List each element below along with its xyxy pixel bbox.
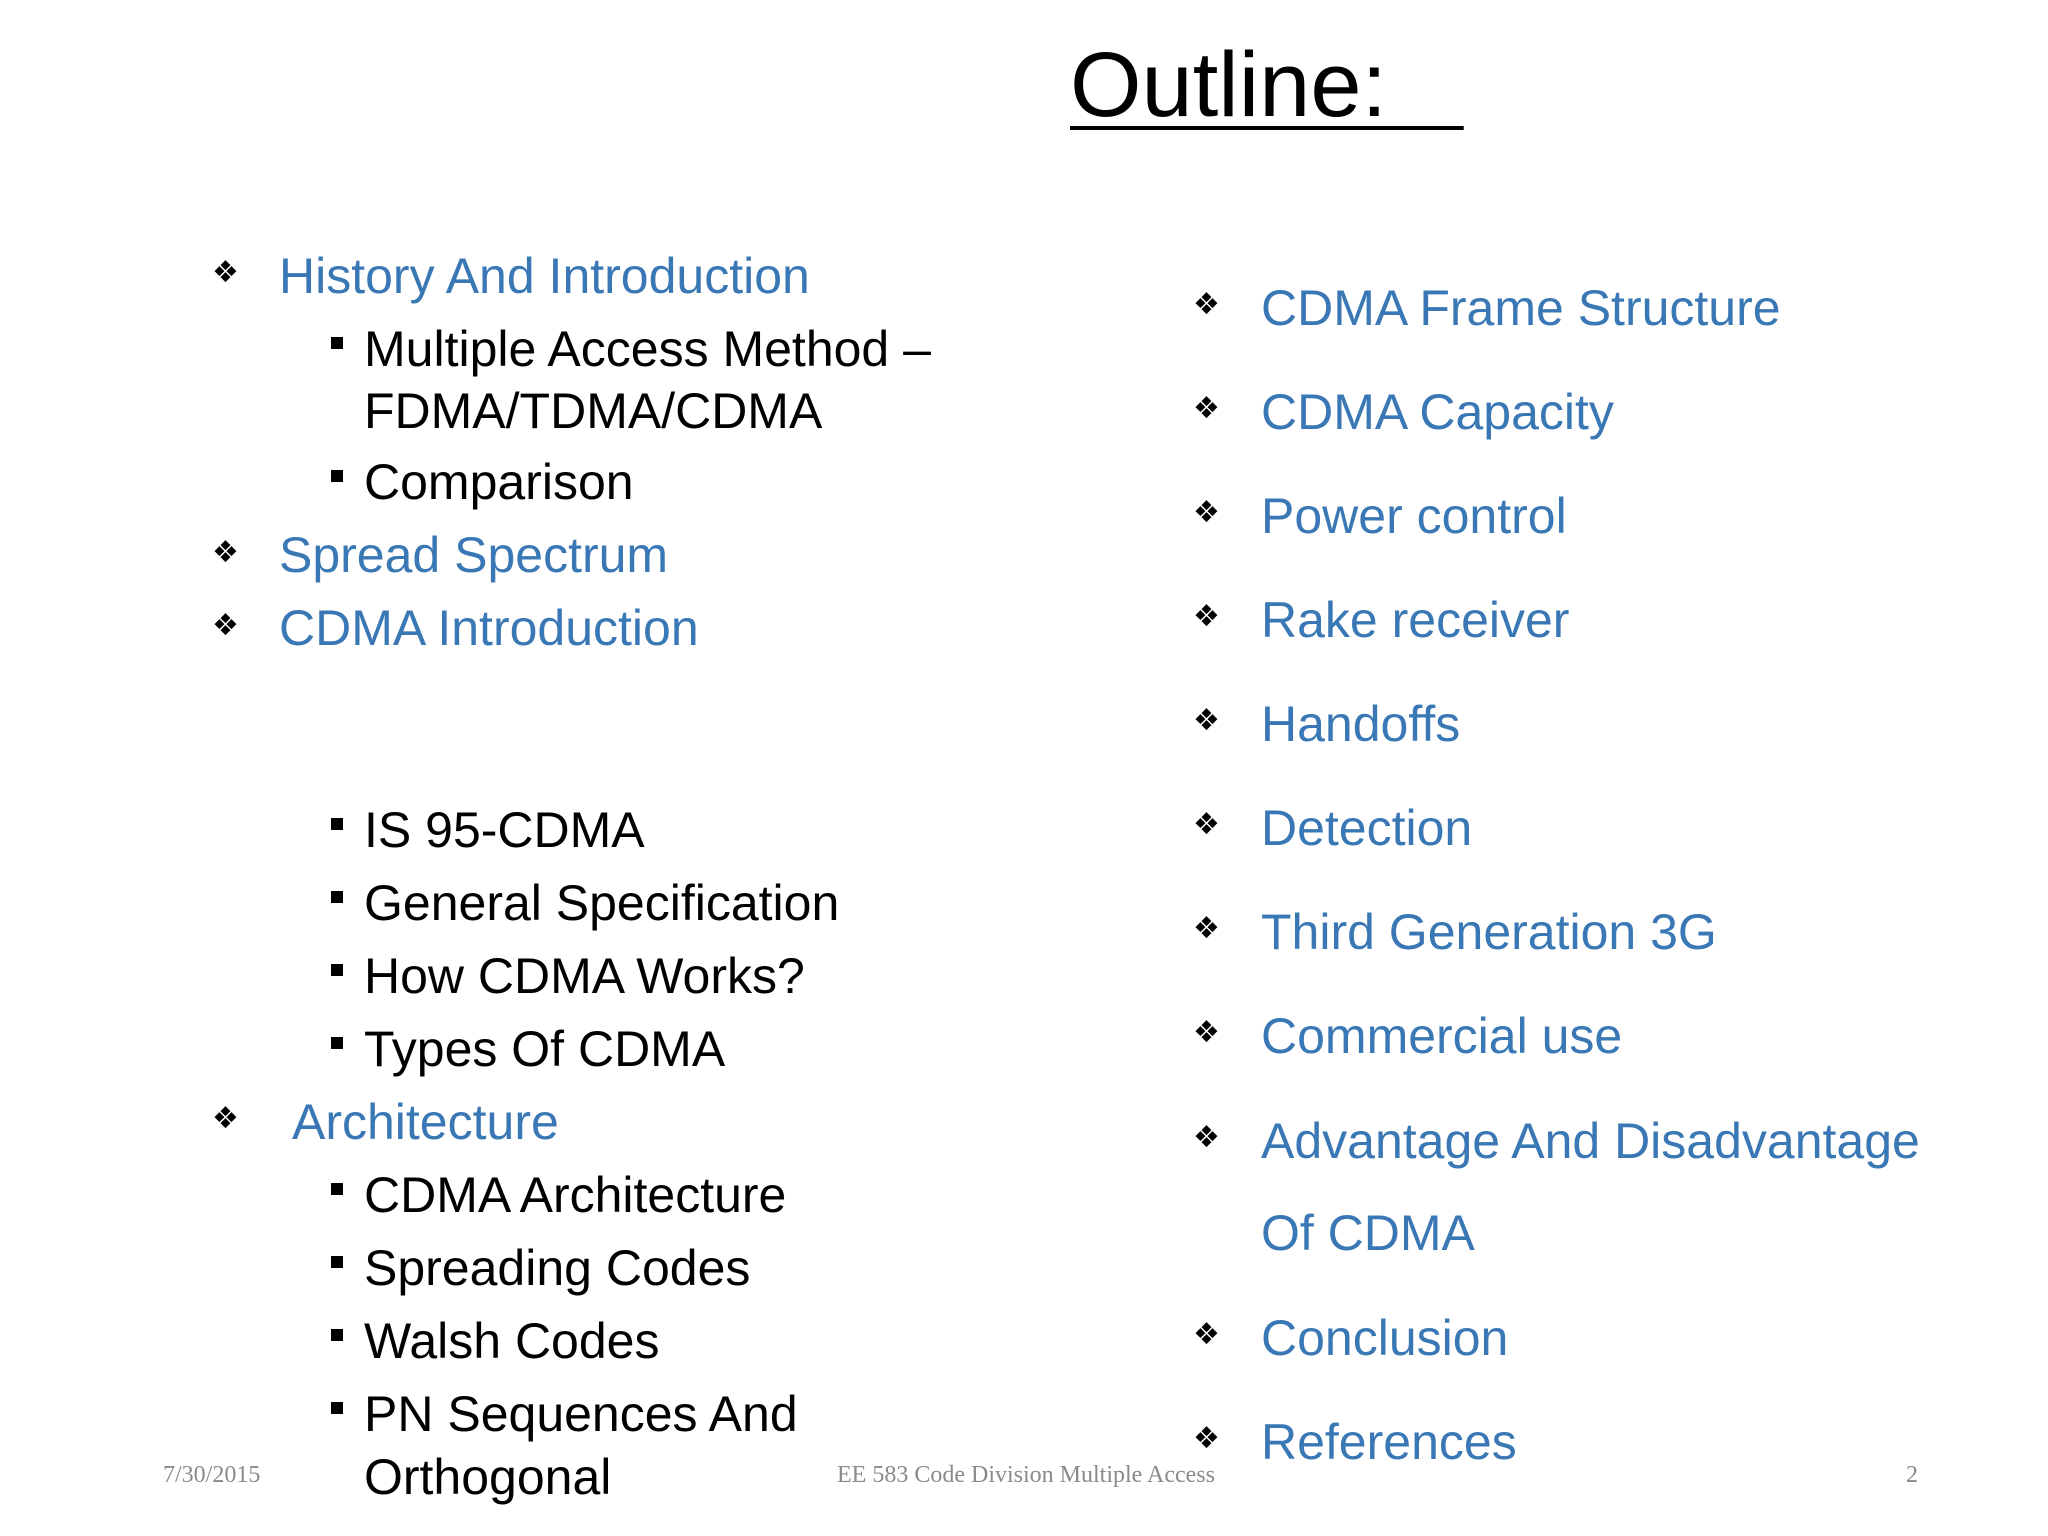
footer-page-number: 2 (1906, 1462, 1918, 1488)
outline-item-cdma-capacity: CDMA Capacity (1261, 384, 1614, 440)
outline-item-conclusion: Conclusion (1261, 1310, 1509, 1366)
diamond-bullet-icon: ❖ (1193, 1121, 1220, 1154)
diamond-bullet-icon: ❖ (1193, 704, 1220, 737)
outline-item-references: References (1261, 1414, 1517, 1470)
outline-item-power-control: Power control (1261, 488, 1567, 544)
square-bullet-icon (331, 337, 343, 349)
outline-item-architecture: Architecture (292, 1094, 559, 1150)
diamond-bullet-icon: ❖ (1193, 392, 1220, 425)
outline-item-rake-receiver: Rake receiver (1261, 592, 1570, 648)
square-bullet-icon (331, 1256, 343, 1268)
diamond-bullet-icon: ❖ (1193, 1016, 1220, 1049)
diamond-bullet-icon: ❖ (212, 536, 239, 569)
outline-item-spread-spectrum: Spread Spectrum (279, 527, 669, 583)
diamond-bullet-icon: ❖ (1193, 600, 1220, 633)
outline-item-frame-structure: CDMA Frame Structure (1261, 280, 1781, 336)
outline-item-third-generation: Third Generation 3G (1261, 904, 1717, 960)
diamond-bullet-icon: ❖ (212, 1102, 239, 1135)
square-bullet-icon (331, 891, 343, 903)
outline-subitem-multiple-access: Multiple Access Method – (364, 321, 931, 377)
diamond-bullet-icon: ❖ (1193, 1318, 1220, 1351)
outline-subitem-types-of-cdma: Types Of CDMA (364, 1021, 726, 1077)
outline-item-advantage-cont: Of CDMA (1261, 1205, 1475, 1261)
outline-subitem-general-specification: General Specification (364, 875, 840, 931)
square-bullet-icon (331, 818, 343, 830)
diamond-bullet-icon: ❖ (1193, 912, 1220, 945)
outline-item-handoffs: Handoffs (1261, 696, 1461, 752)
outline-subitem-spreading-codes: Spreading Codes (364, 1240, 751, 1296)
diamond-bullet-icon: ❖ (1193, 496, 1220, 529)
outline-item-advantage: Advantage And Disadvantage (1261, 1113, 1920, 1169)
diamond-bullet-icon: ❖ (1193, 808, 1220, 841)
diamond-bullet-icon: ❖ (212, 256, 239, 289)
outline-item-history: History And Introduction (279, 248, 810, 304)
outline-item-commercial-use: Commercial use (1261, 1008, 1623, 1064)
outline-item-cdma-introduction: CDMA Introduction (279, 600, 699, 656)
outline-subitem-multiple-access-cont: FDMA/TDMA/CDMA (364, 383, 823, 439)
square-bullet-icon (331, 964, 343, 976)
diamond-bullet-icon: ❖ (1193, 1422, 1220, 1455)
square-bullet-icon (331, 1329, 343, 1341)
slide-title: Outline: (1070, 34, 1464, 136)
square-bullet-icon (331, 1402, 343, 1414)
outline-subitem-pn-sequences-cont: Orthogonal (364, 1449, 612, 1505)
outline-subitem-pn-sequences: PN Sequences And (364, 1386, 798, 1442)
footer-course: EE 583 Code Division Multiple Access (837, 1462, 1215, 1488)
outline-subitem-walsh-codes: Walsh Codes (364, 1313, 660, 1369)
square-bullet-icon (331, 1183, 343, 1195)
footer-date: 7/30/2015 (163, 1462, 261, 1488)
outline-subitem-how-cdma-works: How CDMA Works? (364, 948, 805, 1004)
outline-subitem-is95: IS 95-CDMA (364, 802, 645, 858)
outline-item-detection: Detection (1261, 800, 1473, 856)
outline-subitem-comparison: Comparison (364, 454, 634, 510)
diamond-bullet-icon: ❖ (1193, 288, 1220, 321)
diamond-bullet-icon: ❖ (212, 609, 239, 642)
outline-subitem-cdma-architecture: CDMA Architecture (364, 1167, 787, 1223)
square-bullet-icon (331, 470, 343, 482)
square-bullet-icon (331, 1037, 343, 1049)
